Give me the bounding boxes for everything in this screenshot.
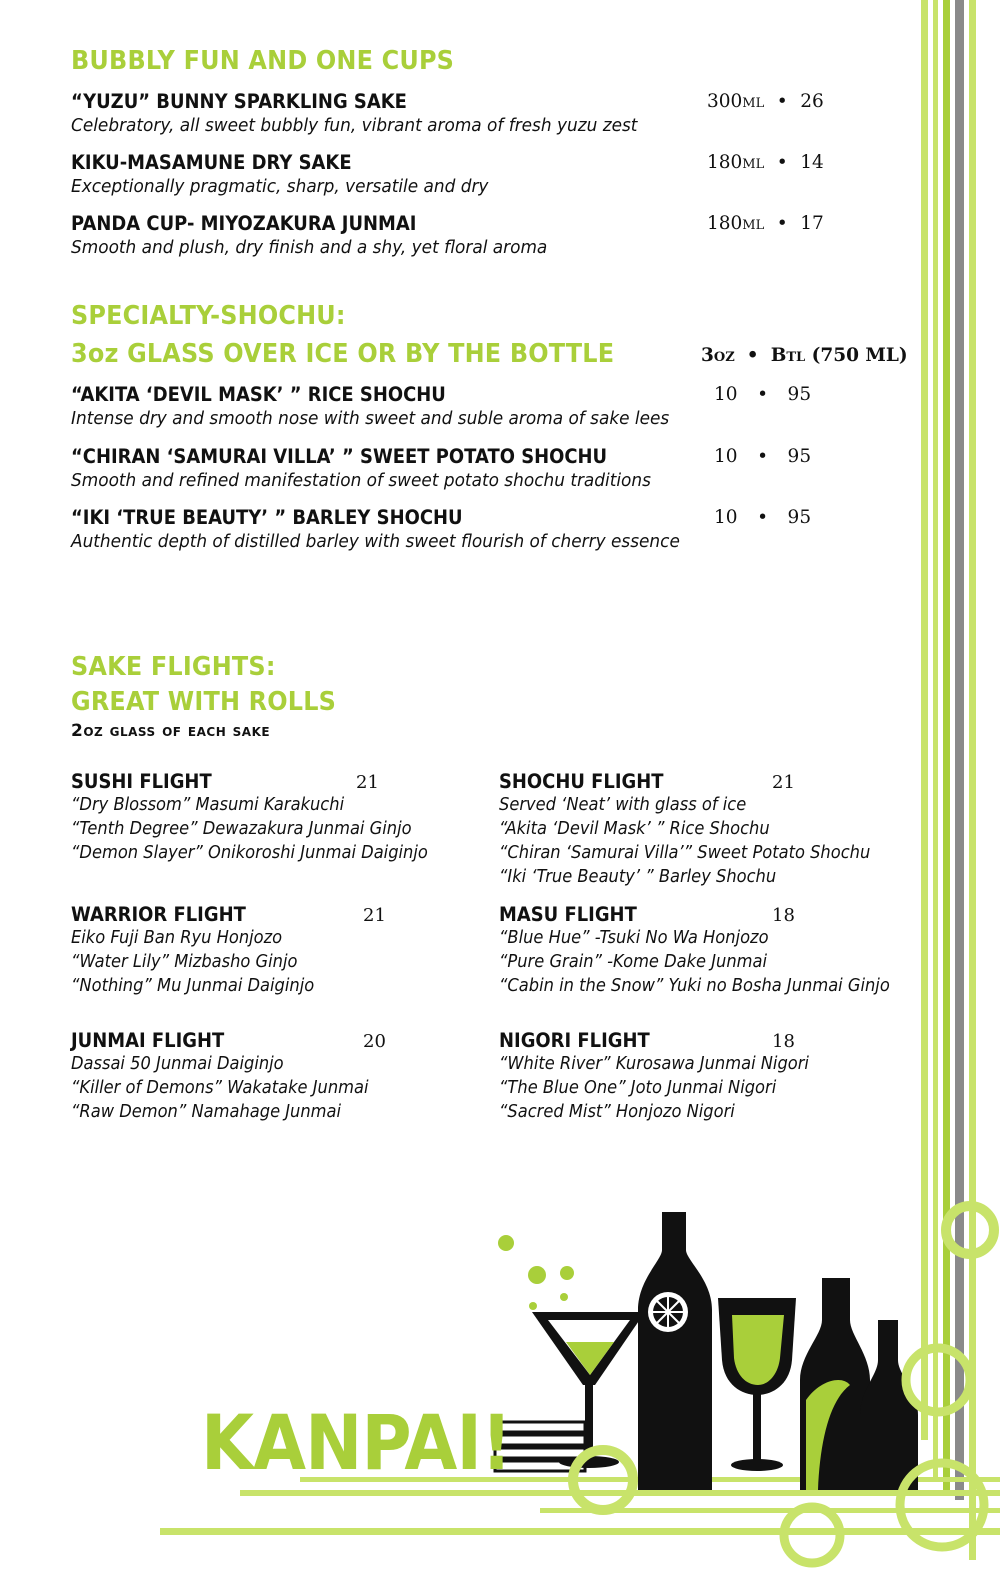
menu-item-desc: Intense dry and smooth nose with sweet and suble aroma of sake lees bbox=[71, 408, 670, 429]
item-price: 26 bbox=[800, 91, 824, 112]
flight-line: “Water Lily” Mizbasho Ginjo bbox=[71, 952, 298, 972]
menu-item-price: 180ml • 17 bbox=[707, 213, 824, 234]
menu-item-name: KIKU-MASAMUNE DRY SAKE bbox=[71, 151, 352, 174]
flight-line: “Tenth Degree” Dewazakura Junmai Ginjo bbox=[71, 819, 412, 839]
sake-bottle-icon bbox=[638, 1212, 712, 1490]
bottle-header: Btl (750 ML) bbox=[770, 345, 908, 366]
shochu-price-header: 3oz • Btl (750 ML) bbox=[701, 345, 908, 366]
flight-line: “Killer of Demons” Wakatake Junmai bbox=[71, 1078, 369, 1098]
flight-line: Dassai 50 Junmai Daiginjo bbox=[71, 1054, 284, 1074]
menu-item-price: 10 • 95 bbox=[714, 507, 812, 528]
menu-item-price: 10 • 95 bbox=[714, 446, 812, 467]
glass-price: 10 bbox=[714, 507, 738, 528]
flight-name: SUSHI FLIGHT bbox=[71, 770, 212, 793]
bottle-price: 95 bbox=[787, 446, 812, 467]
menu-item-price: 10 • 95 bbox=[714, 384, 812, 405]
item-size: 180ml bbox=[707, 152, 765, 173]
flights-section-subtitle: GREAT WITH ROLLS bbox=[71, 687, 337, 717]
flight-name: NIGORI FLIGHT bbox=[499, 1029, 650, 1052]
flights-note: 2oz glass of each sake bbox=[71, 721, 271, 741]
flight-price: 20 bbox=[363, 1031, 386, 1052]
menu-item-name: “IKI ‘TRUE BEAUTY’ ” BARLEY SHOCHU bbox=[71, 506, 463, 529]
bar-illustration bbox=[0, 1190, 1000, 1571]
flight-line: Eiko Fuji Ban Ryu Honjozo bbox=[71, 928, 283, 948]
glass-price: 10 bbox=[714, 384, 738, 405]
flight-line: “White River” Kurosawa Junmai Nigori bbox=[499, 1054, 809, 1074]
flight-line: “Pure Grain” -Kome Dake Junmai bbox=[499, 952, 768, 972]
menu-item-name: “AKITA ‘DEVIL MASK’ ” RICE SHOCHU bbox=[71, 383, 446, 406]
flight-price: 21 bbox=[363, 905, 386, 926]
menu-item-price: 300ml • 26 bbox=[707, 91, 824, 112]
flights-section-title: SAKE FLIGHTS: bbox=[71, 652, 276, 682]
flight-line: “Demon Slayer” Onikoroshi Junmai Daiginjo bbox=[71, 843, 428, 863]
item-price: 14 bbox=[800, 152, 824, 173]
shochu-section-subtitle: 3oz GLASS OVER ICE OR BY THE BOTTLE bbox=[71, 339, 615, 369]
item-size: 300ml bbox=[707, 91, 765, 112]
flight-line: “Raw Demon” Namahage Junmai bbox=[71, 1102, 342, 1122]
menu-item-desc: Smooth and refined manifestation of sweet potato shochu traditions bbox=[71, 470, 651, 491]
glass-header: 3oz bbox=[701, 345, 735, 366]
flight-line: “Dry Blossom” Masumi Karakuchi bbox=[71, 795, 345, 815]
kanpai-slogan: KANPAI! bbox=[201, 1398, 512, 1487]
glass-price: 10 bbox=[714, 446, 738, 467]
menu-item-price: 180ml • 14 bbox=[707, 152, 824, 173]
flight-name: JUNMAI FLIGHT bbox=[71, 1029, 225, 1052]
flight-line: “Cabin in the Snow” Yuki no Bosha Junmai Ginjo bbox=[499, 976, 890, 996]
flight-line: “Iki ‘True Beauty’ ” Barley Shochu bbox=[499, 867, 777, 887]
menu-item-name: PANDA CUP- MIYOZAKURA JUNMAI bbox=[71, 212, 417, 235]
flight-line: “Akita ‘Devil Mask’ ” Rice Shochu bbox=[499, 819, 770, 839]
flight-line: “Nothing” Mu Junmai Daiginjo bbox=[71, 976, 315, 996]
flight-line: “The Blue One” Joto Junmai Nigori bbox=[499, 1078, 777, 1098]
menu-item-name: “CHIRAN ‘SAMURAI VILLA’ ” SWEET POTATO SHOCHU bbox=[71, 445, 608, 468]
bottle-price: 95 bbox=[787, 384, 812, 405]
flight-price: 21 bbox=[772, 772, 795, 793]
menu-item-desc: Authentic depth of distilled barley with sweet flourish of cherry essence bbox=[71, 531, 680, 552]
flight-price: 21 bbox=[356, 772, 379, 793]
flight-line: “Blue Hue” -Tsuki No Wa Honjozo bbox=[499, 928, 769, 948]
wine-glass-icon bbox=[718, 1298, 796, 1471]
shochu-section-title: SPECIALTY-SHOCHU: bbox=[71, 301, 346, 331]
menu-item-desc: Smooth and plush, dry finish and a shy, yet floral aroma bbox=[71, 237, 548, 258]
flight-line: Served ‘Neat’ with glass of ice bbox=[499, 795, 747, 815]
flight-price: 18 bbox=[772, 1031, 795, 1052]
flight-price: 18 bbox=[772, 905, 795, 926]
bubbly-section-title: BUBBLY FUN AND ONE CUPS bbox=[71, 46, 455, 76]
flight-line: “Sacred Mist” Honjozo Nigori bbox=[499, 1102, 735, 1122]
item-price: 17 bbox=[800, 213, 824, 234]
item-size: 180ml bbox=[707, 213, 765, 234]
bottle-icon bbox=[800, 1278, 918, 1490]
flight-name: WARRIOR FLIGHT bbox=[71, 903, 246, 926]
flight-name: SHOCHU FLIGHT bbox=[499, 770, 664, 793]
bottle-price: 95 bbox=[787, 507, 812, 528]
menu-item-desc: Celebratory, all sweet bubbly fun, vibrant aroma of fresh yuzu zest bbox=[71, 115, 638, 136]
menu-item-name: “YUZU” BUNNY SPARKLING SAKE bbox=[71, 90, 407, 113]
flight-name: MASU FLIGHT bbox=[499, 903, 637, 926]
menu-item-desc: Exceptionally pragmatic, sharp, versatile and dry bbox=[71, 176, 489, 197]
flight-line: “Chiran ‘Samurai Villa’” Sweet Potato Shochu bbox=[499, 843, 871, 863]
